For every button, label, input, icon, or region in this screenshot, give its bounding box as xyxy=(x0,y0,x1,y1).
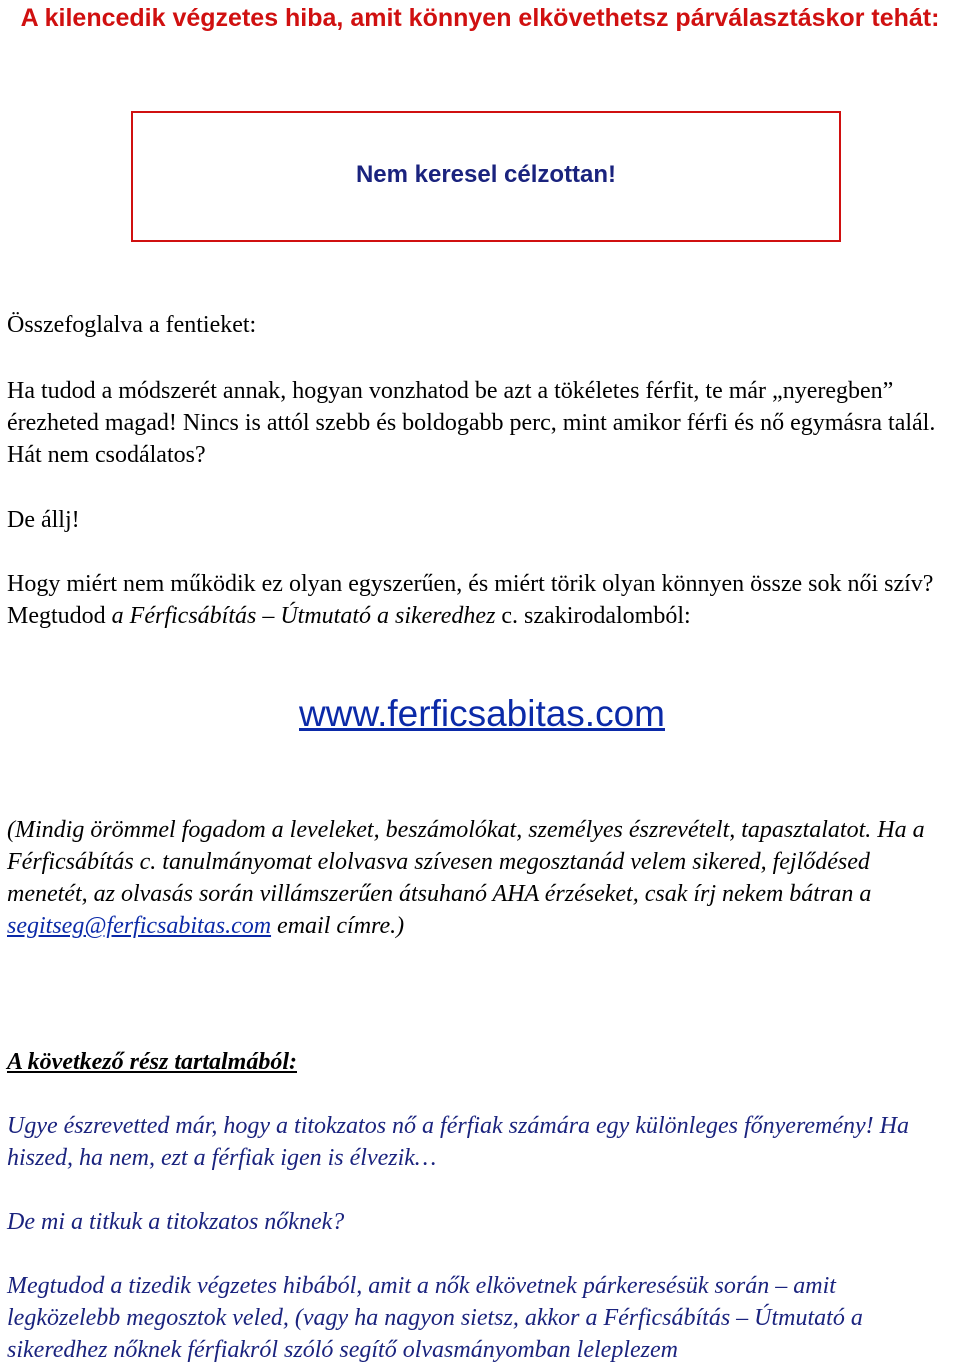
email-link[interactable]: segitseg@ferficsabitas.com xyxy=(7,913,272,939)
note-text-2: email címre.) xyxy=(271,913,405,939)
why-text-1: Hogy miért nem működik ez olyan egyszerűen, és miért törik olyan könnyen össze sok női szív? Megtudod xyxy=(7,571,934,629)
website-link-line xyxy=(0,692,960,736)
next-part-heading: A következő rész tartalmából: xyxy=(7,1049,297,1075)
why-paragraph xyxy=(7,568,953,632)
de-allj-text: De állj! xyxy=(7,507,80,533)
website-link[interactable]: www.ferficsabitas.com xyxy=(299,693,665,734)
note-paragraph xyxy=(7,814,953,942)
callout-box xyxy=(131,111,841,242)
page-title: A kilencedik végzetes hiba, amit könnyen elkövethetsz párválasztáskor tehát: xyxy=(20,4,940,32)
next-part-paragraph-3: Megtudod a tizedik végzetes hibából, amit a nők elkövetnek párkeresésük során – amit legközelebb megosztok veled, (vagy ha nagyon sietsz, akkor a Férficsábítás – Útmutató a sikeredhez nőknek férfiakról szóló segítő olvasmányomban leleplezem xyxy=(7,1273,863,1363)
book-title: a Férficsábítás – Útmutató a sikeredhez xyxy=(111,603,496,629)
callout-text: Nem keresel célzottan! xyxy=(355,161,617,188)
why-text-2: c. szakirodalomból: xyxy=(495,603,691,629)
note-text-1: (Mindig örömmel fogadom a leveleket, beszámolókat, személyes észrevételt, tapasztalatot. Ha a Férficsábítás c. tanulmányomat elolvasva szívesen megosztanád velem sikered, fejlődésed menetét, az olvasás során villámszerűen átsuhanó AHA érzéseket, csak írj nekem bátran a xyxy=(7,817,925,907)
summary-paragraph: Ha tudod a módszerét annak, hogyan vonzhatod be azt a tökéletes férfit, te már „nyeregben” érezheted magad! Nincs is attól szebb és boldogabb perc, mint amikor férfi és nő egymásra talál. Hát nem csodálatos? xyxy=(7,378,936,468)
next-part-paragraph-2: De mi a titkuk a titokzatos nőknek? xyxy=(7,1209,345,1235)
next-part-paragraph-1: Ugye észrevetted már, hogy a titokzatos nő a férfiak számára egy különleges főnyeremény! Ha hiszed, ha nem, ezt a férfiak igen is élvezik… xyxy=(7,1113,910,1171)
summary-heading: Összefoglalva a fentieket: xyxy=(7,312,257,338)
